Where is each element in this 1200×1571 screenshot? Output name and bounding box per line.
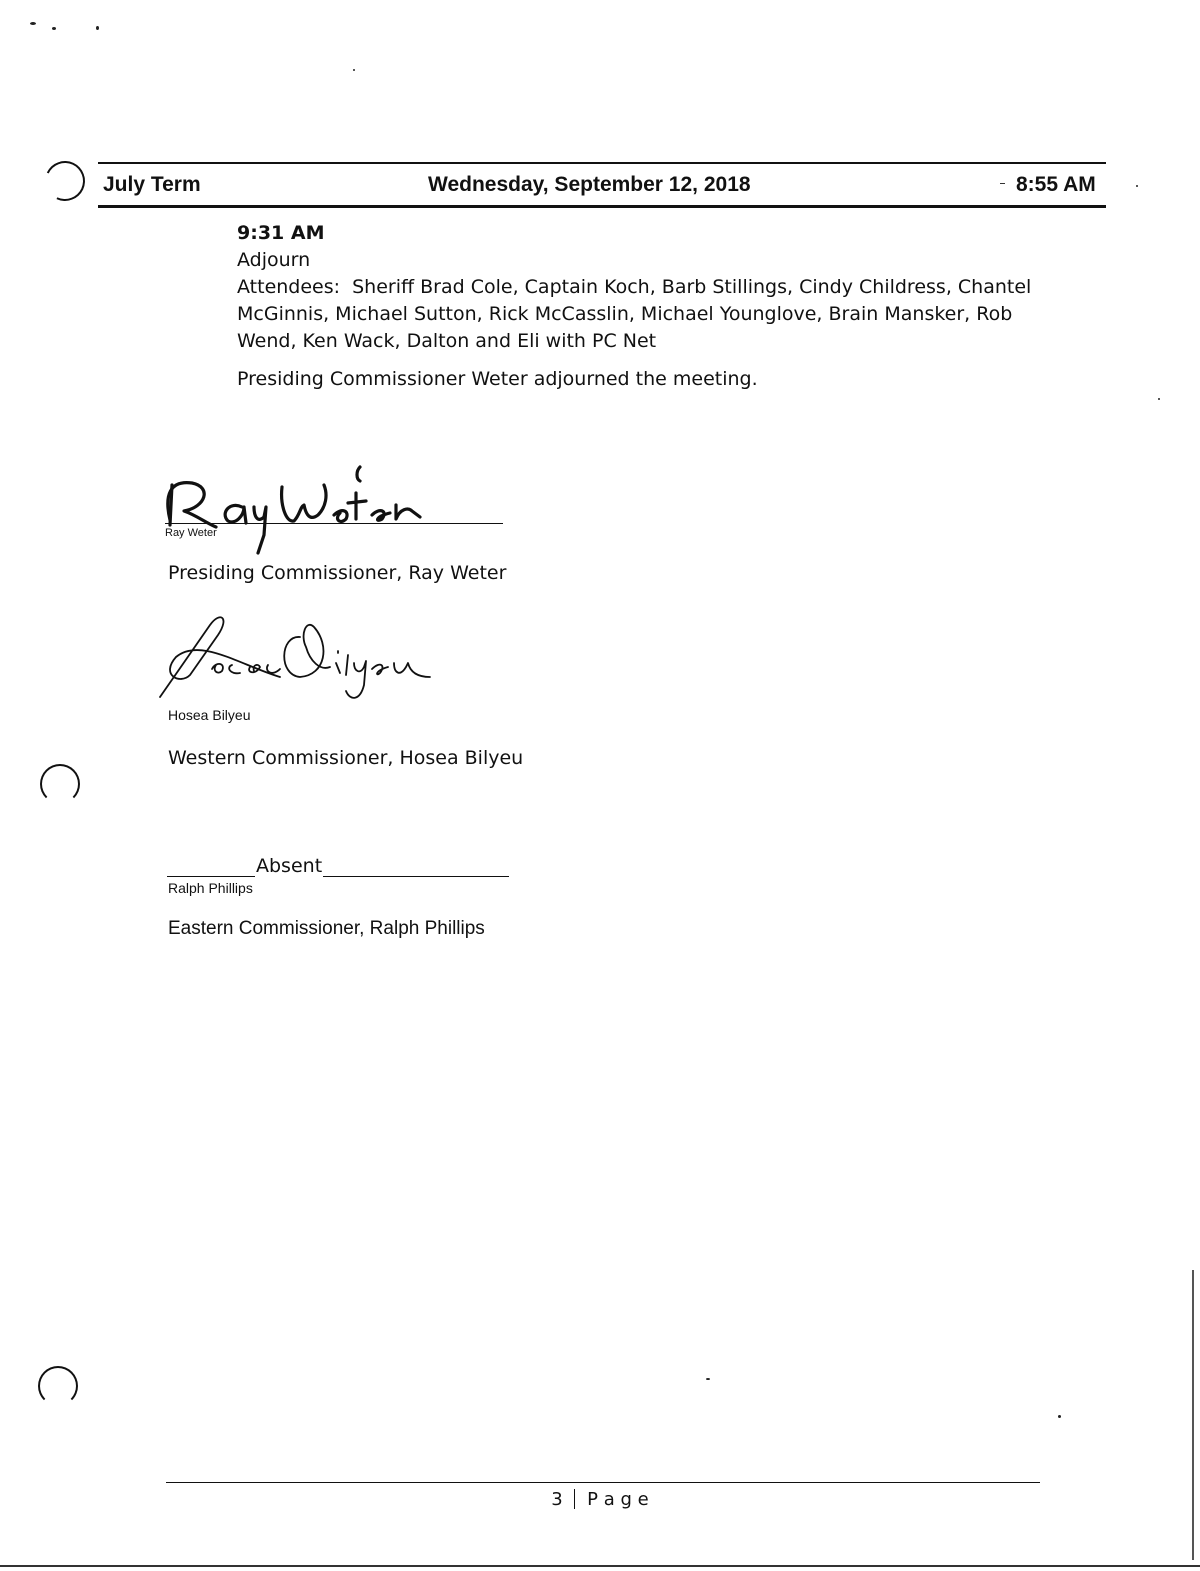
binder-hole-middle	[40, 764, 80, 804]
signer-title-3: Eastern Commissioner, Ralph Phillips	[168, 918, 485, 939]
attendees-line-1: Attendees: Sheriff Brad Cole, Captain Koch, Barb Stillings, Cindy Childress, Chantel	[237, 276, 1032, 298]
entry-title: Adjourn	[237, 249, 311, 271]
signature-line-1	[165, 523, 503, 524]
header-bottom-rule	[98, 205, 1106, 208]
page-footer	[0, 1489, 1200, 1510]
scan-speck	[30, 22, 36, 25]
header-time-dash	[1000, 183, 1005, 184]
scan-speck	[96, 26, 99, 30]
page-separator	[574, 1489, 575, 1509]
absent-status: Absent	[256, 855, 323, 877]
signature-line-3-left	[167, 876, 255, 877]
attendees-line-3: Wend, Ken Wack, Dalton and Eli with PC Net	[237, 330, 657, 352]
signer-title-2: Western Commissioner, Hosea Bilyeu	[168, 747, 524, 769]
entry-time: 9:31 AM	[237, 222, 325, 244]
scan-speck	[1158, 398, 1160, 400]
header-time: 8:55 AM	[1016, 173, 1096, 196]
signer-printed-name-2: Hosea Bilyeu	[168, 707, 251, 723]
entry-statement: Presiding Commissioner Weter adjourned the meeting.	[237, 368, 758, 390]
page-number: 3	[551, 1489, 563, 1510]
scan-speck	[1136, 185, 1138, 187]
signer-printed-name-1: Ray Weter	[165, 527, 217, 539]
scan-speck	[1058, 1415, 1061, 1418]
binder-hole-top	[39, 155, 90, 206]
scan-edge-line	[1192, 1270, 1194, 1560]
agenda-entry	[237, 220, 1097, 393]
page-label: P a g e	[587, 1489, 649, 1510]
header-top-rule	[98, 162, 1106, 164]
scan-speck	[706, 1378, 710, 1380]
signature-line-3-right	[323, 876, 509, 877]
scan-speck	[353, 69, 355, 71]
signature-ray-weter	[150, 455, 450, 555]
footer-rule	[166, 1482, 1040, 1483]
binder-hole-bottom	[38, 1366, 78, 1406]
scan-bottom-line	[0, 1565, 1200, 1567]
header-term: July Term	[103, 173, 201, 196]
scan-speck	[52, 27, 56, 30]
signer-printed-name-3: Ralph Phillips	[168, 880, 253, 896]
signature-hosea-bilyeu	[150, 605, 450, 705]
signer-title-1: Presiding Commissioner, Ray Weter	[168, 562, 507, 584]
attendees-line-2: McGinnis, Michael Sutton, Rick McCasslin, Michael Younglove, Brain Mansker, Rob	[237, 303, 1013, 325]
header-date: Wednesday, September 12, 2018	[428, 173, 751, 196]
